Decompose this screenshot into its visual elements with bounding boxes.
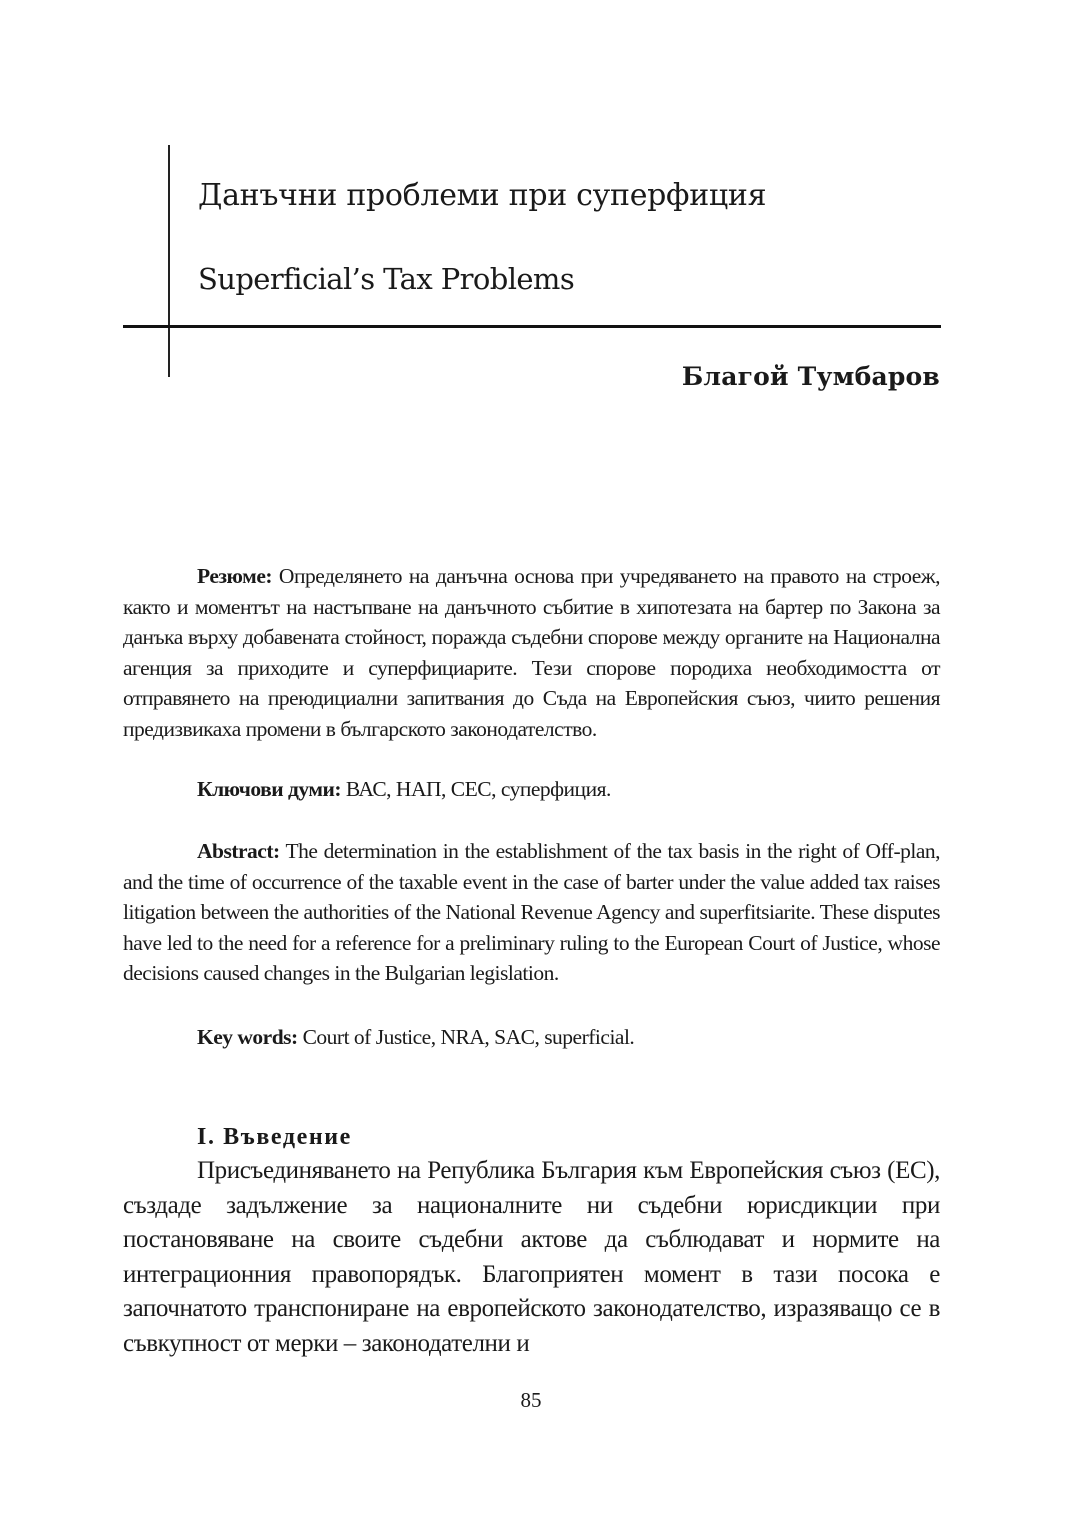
title-vertical-rule — [168, 145, 170, 377]
abstract-english-text: The determination in the establishment of the tax basis in the right of Off-plan, and the time of occurrence of the taxable event in the case of barter under the value added tax raises litigation between the authorities of the National Revenue Agency and superfitsiarite. These disputes have led to the need for a reference for a preliminary ruling to the European Court of Justice, whose decisions caused changes in the Bulgarian legislation. — [123, 839, 940, 985]
keywords-bulgarian-label: Ключови думи: — [197, 777, 342, 801]
abstract-bulgarian — [123, 561, 940, 744]
keywords-english-label: Key words: — [197, 1025, 298, 1049]
abstract-english-label: Abstract: — [197, 839, 280, 863]
page-number: 85 — [520, 1388, 542, 1412]
keywords-bulgarian — [123, 774, 940, 805]
author-name: Благой Тумбаров — [681, 362, 940, 391]
article-title-english: Superficial’s Tax Problems — [198, 262, 575, 296]
abstract-bulgarian-label: Резюме: — [197, 564, 273, 588]
abstract-english — [123, 836, 940, 989]
title-horizontal-rule — [123, 325, 941, 328]
section-heading: I. Въведение — [197, 1124, 352, 1150]
keywords-english-text: Court of Justice, NRA, SAC, superficial. — [297, 1025, 635, 1049]
keywords-english — [123, 1022, 940, 1053]
article-title-bulgarian: Данъчни проблеми при суперфиция — [198, 178, 767, 213]
section-body: Присъединяването на Република България към Европейския съюз (ЕС), създаде задължение за националните ни съдебни юрисдикции при постановяване на своите съдебни актове да съблюдават и нормите на интеграционния правопорядък. Благоприятен момент в тази посока е започнатото транспониране на европейското законодателство, изразяващо се в съвкупност от мерки – законодателни и — [123, 1157, 940, 1357]
abstract-bulgarian-text: Определянето на данъчна основа при учредяването на правото на строеж, както и моментът на настъпване на данъчното събитие в хипотезата на бартер по Закона за данъка върху добавената стойност, поражда съдебни спорове между органите на Национална агенция за приходите и суперфициарите. Тези спорове породиха необходимостта от отправянето на преюдициални запитвания до Съда на Европейския съюз, чиито решения предизвикаха промени в българското законодателство. — [123, 564, 940, 741]
keywords-bulgarian-text: ВАС, НАП, СЕС, суперфиция. — [341, 777, 611, 801]
